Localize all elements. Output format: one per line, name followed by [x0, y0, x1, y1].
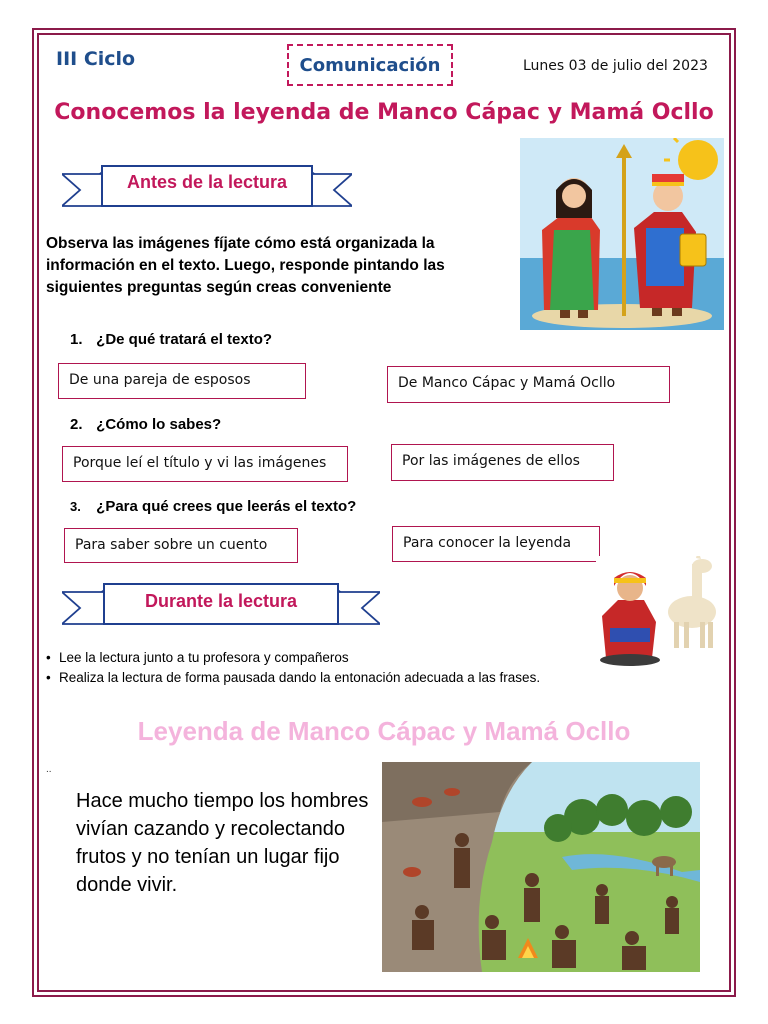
text-marker: .. — [46, 764, 52, 775]
subject-box — [287, 44, 453, 86]
question-2-text: ¿Cómo lo sabes? — [96, 416, 222, 433]
question-3-text: ¿Para qué crees que leerás el texto? — [96, 498, 357, 515]
answer-2a-label: Porque leí el título y vi las imágenes — [73, 455, 327, 471]
legend-title: Leyenda de Manco Cápac y Mamá Ocllo — [137, 716, 631, 746]
answer-2a-box[interactable] — [62, 446, 348, 482]
question-1-number: 1. — [70, 331, 83, 348]
answer-3a-box[interactable] — [64, 528, 298, 563]
ribbon-before-reading-label: Antes de la lectura — [126, 172, 288, 192]
answer-2b-box[interactable] — [391, 444, 614, 481]
question-1-text: ¿De qué tratará el texto? — [96, 331, 273, 348]
question-3 — [70, 498, 356, 515]
answer-3b-label: Para conocer la leyenda — [403, 535, 572, 551]
answer-1b-box[interactable] — [387, 366, 670, 403]
ribbon-during-reading — [62, 578, 380, 638]
answer-1a-label: De una pareja de esposos — [69, 372, 251, 388]
subject-label: Comunicación — [299, 54, 441, 76]
ribbon-before-reading — [62, 160, 352, 220]
child-llama-illustration — [596, 556, 726, 670]
answer-3a-label: Para saber sobre un cuento — [75, 537, 268, 553]
answer-1b-label: De Manco Cápac y Mamá Ocllo — [398, 375, 616, 391]
page-title: Conocemos la leyenda de Manco Cápac y Mamá Ocllo — [54, 100, 714, 125]
date-label: Lunes 03 de julio del 2023 — [523, 58, 708, 74]
legend-paragraph: Hace mucho tiempo los hombres vivían cazando y recolectando frutos y no tenían un lugar fijo donde vivir. — [76, 790, 369, 896]
list-item: • Realiza la lectura de forma pausada dando la entonación adecuada a las frases. — [46, 668, 540, 688]
answer-2b-label: Por las imágenes de ellos — [402, 453, 580, 469]
reading-instructions-list — [46, 648, 540, 688]
answer-3b-box[interactable] — [392, 526, 600, 562]
cycle-label: III Ciclo — [56, 48, 136, 70]
inca-couple-illustration — [520, 138, 724, 330]
question-1 — [70, 331, 272, 348]
question-3-number: 3. — [70, 499, 81, 514]
question-2 — [70, 416, 221, 433]
question-2-number: 2. — [70, 416, 83, 433]
cave-people-illustration — [382, 762, 700, 972]
answer-1a-box[interactable] — [58, 363, 306, 399]
instructions-text: Observa las imágenes fíjate cómo está organizada la información en el texto. Luego, responde pintando las siguientes preguntas según creas conveniente — [46, 235, 445, 296]
ribbon-during-reading-label: Durante la lectura — [144, 591, 298, 611]
list-item: • Lee la lectura junto a tu profesora y compañeros — [46, 648, 540, 668]
